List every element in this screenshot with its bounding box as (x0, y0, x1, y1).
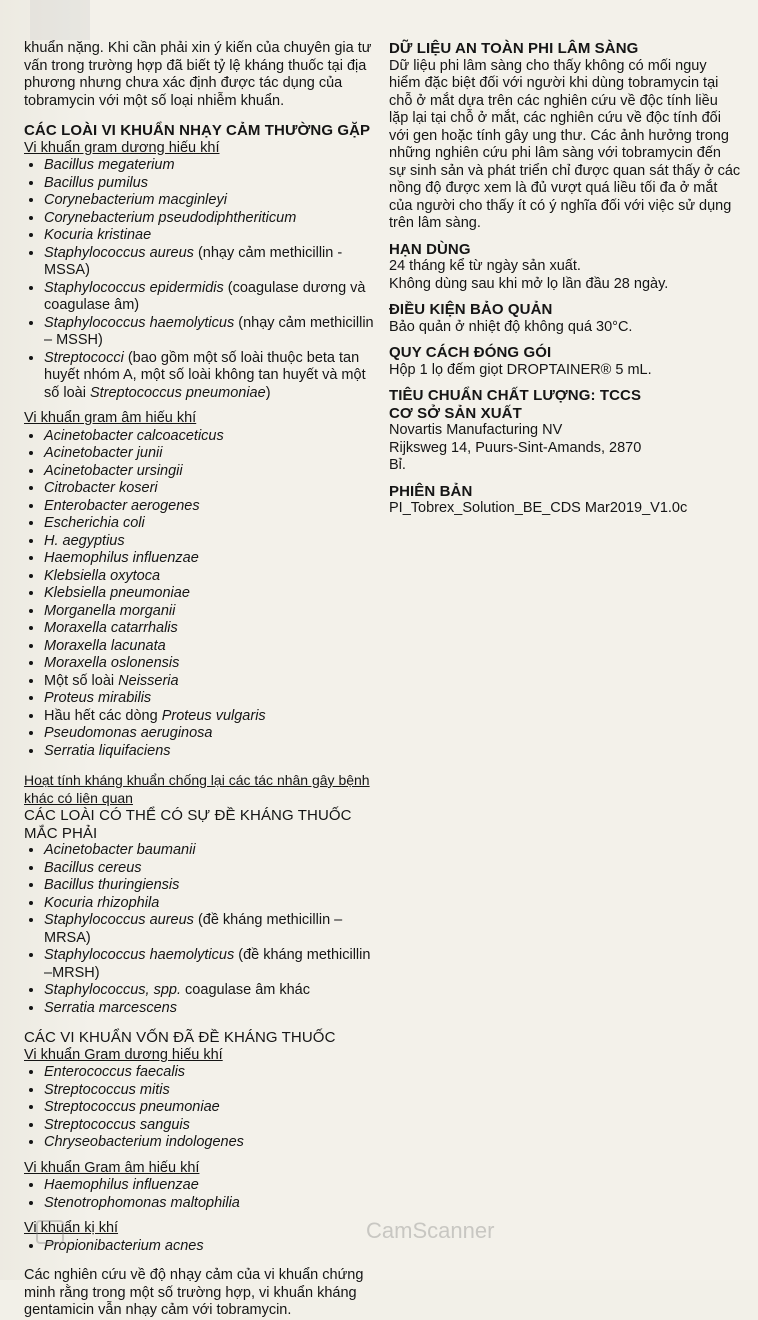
list-item: • Haemophilus influenzae (44, 550, 374, 568)
list-item: • Pseudomonas aeruginosa (44, 725, 374, 743)
safety-text: Dữ liệu phi lâm sàng cho thấy không có mối nguy hiểm đặc biệt đối với người khi dùng tobramycin tại chỗ ở mắt dựa trên các nghiên cứu về độc tính liều lặp lại tại chỗ ở mắt, các nghiên cứu về độc tính đối với gen hoặc tính gây ung thư. Các ảnh hưởng trong những nghiên cứu phi lâm sàng với tobramycin đến sự sinh sản và phát triển chỉ được quan sát thấy ở các nồng độ được xem là đủ vượt quá liều tối đa ở mắt của người cho thấy ít có ý nghĩa đối với việc sử dụng trên lâm sàng. (389, 57, 741, 231)
acquired-resistance-title: CÁC LOÀI CÓ THỂ CÓ SỰ ĐỀ KHÁNG THUỐC MẮC PHẢI (24, 807, 352, 842)
list-item (44, 982, 374, 1000)
list-item: • Acinetobacter junii (44, 445, 374, 463)
manufacturer-name: Novartis Manufacturing NV (389, 422, 563, 438)
list-item: • Bacillus cereus (44, 860, 374, 878)
scan-artifact (30, 0, 90, 40)
watermark-text: CamScanner (366, 1218, 495, 1243)
storage-title: ĐIỀU KIỆN BẢO QUẢN (389, 301, 553, 318)
list-item: • Serratia marcescens (44, 1000, 374, 1018)
inherent-gram-positive-list (24, 1064, 374, 1152)
safety-title: DỮ LIỆU AN TOÀN PHI LÂM SÀNG (389, 40, 639, 57)
right-column (389, 40, 741, 518)
gram-positive-list (24, 157, 374, 402)
list-item: • Moraxella catarrhalis (44, 620, 374, 638)
list-item: • Kocuria kristinae (44, 227, 374, 245)
list-item (44, 315, 374, 350)
species-note: (đề kháng methicillin –MRSH) (44, 947, 371, 981)
list-item (44, 245, 374, 280)
anaerobe-title: Vi khuẩn kị khí (24, 1220, 119, 1236)
species-note: coagulase âm khác (181, 982, 310, 998)
susceptible-section-title: CÁC LOÀI VI KHUẨN NHẠY CẢM THƯỜNG GẶP (24, 122, 371, 139)
list-item: • Citrobacter koseri (44, 480, 374, 498)
packaging-text: Hộp 1 lọ đếm giọt DROPTAINER® 5 mL. (389, 361, 652, 378)
list-item: • Acinetobacter baumanii (44, 842, 374, 860)
list-item: • Corynebacterium pseudodiphtheriticum (44, 210, 374, 228)
activity-title: Hoạt tính kháng khuẩn chống lại các tác nhân gây bệnh khác có liên quan (24, 772, 370, 806)
list-item: • Klebsiella pneumoniae (44, 585, 374, 603)
list-item: • Klebsiella oxytoca (44, 568, 374, 586)
list-item (44, 912, 374, 947)
list-item (44, 673, 374, 691)
species-name: Staphylococcus, spp. (44, 982, 182, 998)
species-name: Staphylococcus haemolyticus (44, 314, 235, 331)
species-name: Neisseria (118, 672, 179, 689)
list-item: • Escherichia coli (44, 515, 374, 533)
inherent-resistance-title: CÁC VI KHUẨN VỐN ĐÃ ĐỀ KHÁNG THUỐC (24, 1029, 336, 1046)
list-item: • Chryseobacterium indologenes (44, 1134, 374, 1152)
list-item (44, 280, 374, 315)
list-item: • Moraxella oslonensis (44, 655, 374, 673)
species-note: (nhạy cảm methicillin – MSSH) (44, 314, 374, 348)
expiry-line-2: Không dùng sau khi mở lọ lần đầu 28 ngày. (389, 275, 669, 292)
species-note: (coagulase dương và coagulase âm) (44, 279, 366, 313)
manufacturer-address: Rijksweg 14, Puurs-Sint-Amands, 2870 (389, 439, 642, 456)
list-item: • Morganella morganii (44, 603, 374, 621)
gram-negative-aerobic-title: Vi khuẩn gram âm hiếu khí (24, 410, 197, 426)
inherent-gram-negative-title: Vi khuẩn Gram âm hiếu khí (24, 1159, 200, 1176)
expiry-line-1: 24 tháng kể từ ngày sản xuất. (389, 258, 581, 274)
camscanner-logo-icon (36, 1220, 64, 1244)
list-item: • Serratia liquifaciens (44, 743, 374, 761)
species-name: Streptococci (44, 349, 124, 366)
list-item: • Enterobacter aerogenes (44, 498, 374, 516)
species-name: Proteus vulgaris (161, 707, 266, 724)
gram-negative-list (24, 428, 374, 761)
list-item: • Bacillus thuringiensis (44, 877, 374, 895)
version-text: PI_Tobrex_Solution_BE_CDS Mar2019_V1.0c (389, 500, 688, 516)
list-item: • Streptococcus pneumoniae (44, 1099, 374, 1117)
list-item: • Stenotrophomonas maltophilia (44, 1195, 374, 1213)
list-item: • Enterococcus faecalis (44, 1064, 374, 1082)
list-item: • Streptococcus mitis (44, 1082, 374, 1100)
manufacturer-title: CƠ SỞ SẢN XUẤT (389, 404, 522, 422)
expiry-title: HẠN DÙNG (389, 240, 471, 258)
list-item (44, 708, 374, 726)
list-item: • Proteus mirabilis (44, 690, 374, 708)
list-item (44, 350, 374, 403)
species-note: (bao gồm một số loài thuộc beta tan huyết nhóm A, một số loài không tan huyết và một số loài (44, 349, 366, 401)
list-item: • Bacillus megaterium (44, 157, 374, 175)
gram-positive-aerobic-title: Vi khuẩn gram dương hiếu khí (24, 139, 220, 156)
list-item: • Streptococcus sanguis (44, 1117, 374, 1135)
list-item (44, 947, 374, 982)
species-name: Streptococcus pneumoniae (89, 384, 266, 401)
manufacturer-country: Bỉ. (389, 457, 406, 473)
list-item: • Acinetobacter ursingii (44, 463, 374, 481)
closing-paragraph: Các nghiên cứu về độ nhạy cảm của vi khuẩn chứng minh rằng trong một số trường hợp, vi khuẩn kháng gentamicin vẫn nhạy cảm với tobramycin. (24, 1267, 364, 1318)
species-note: (nhạy cảm methicillin - MSSA) (44, 244, 343, 278)
storage-text: Bảo quản ở nhiệt độ không quá 30°C. (389, 318, 633, 335)
version-title: PHIÊN BẢN (389, 482, 473, 500)
scanner-watermark (36, 1218, 495, 1246)
list-item: • Corynebacterium macginleyi (44, 192, 374, 210)
species-note: ) (265, 384, 271, 401)
packaging-title: QUY CÁCH ĐÓNG GÓI (389, 344, 552, 361)
species-note: Một số loài (44, 672, 119, 689)
list-item: • Bacillus pumilus (44, 175, 374, 193)
list-item: • Propionibacterium acnes (44, 1238, 374, 1256)
acquired-resistance-list (24, 842, 374, 1017)
species-name: Staphylococcus haemolyticus (44, 947, 235, 963)
species-note: Hầu hết các dòng (44, 707, 162, 724)
inherent-gram-negative-list (24, 1177, 374, 1212)
species-note: (đề kháng methicillin – MRSA) (44, 912, 343, 946)
species-name: Staphylococcus aureus (44, 912, 194, 928)
intro-paragraph: khuẩn nặng. Khi cần phải xin ý kiến của chuyên gia tư vấn trong trường hợp đã biết tỷ lệ kháng thuốc tại địa phương nhưng chưa xác định được tác dụng của tobramycin với một số loại nhiễm khuẩn. (24, 40, 372, 109)
list-item: • Haemophilus influenzae (44, 1177, 374, 1195)
left-column (24, 40, 374, 1320)
inherent-gram-positive-title: Vi khuẩn Gram dương hiếu khí (24, 1046, 223, 1063)
list-item: • Acinetobacter calcoaceticus (44, 428, 374, 446)
list-item: • Kocuria rhizophila (44, 895, 374, 913)
list-item: • Moraxella lacunata (44, 638, 374, 656)
species-name: Staphylococcus epidermidis (44, 279, 224, 296)
species-name: Staphylococcus aureus (44, 244, 194, 261)
quality-title: TIÊU CHUẨN CHẤT LƯỢNG: TCCS (389, 387, 642, 404)
list-item: • H. aegyptius (44, 533, 374, 551)
